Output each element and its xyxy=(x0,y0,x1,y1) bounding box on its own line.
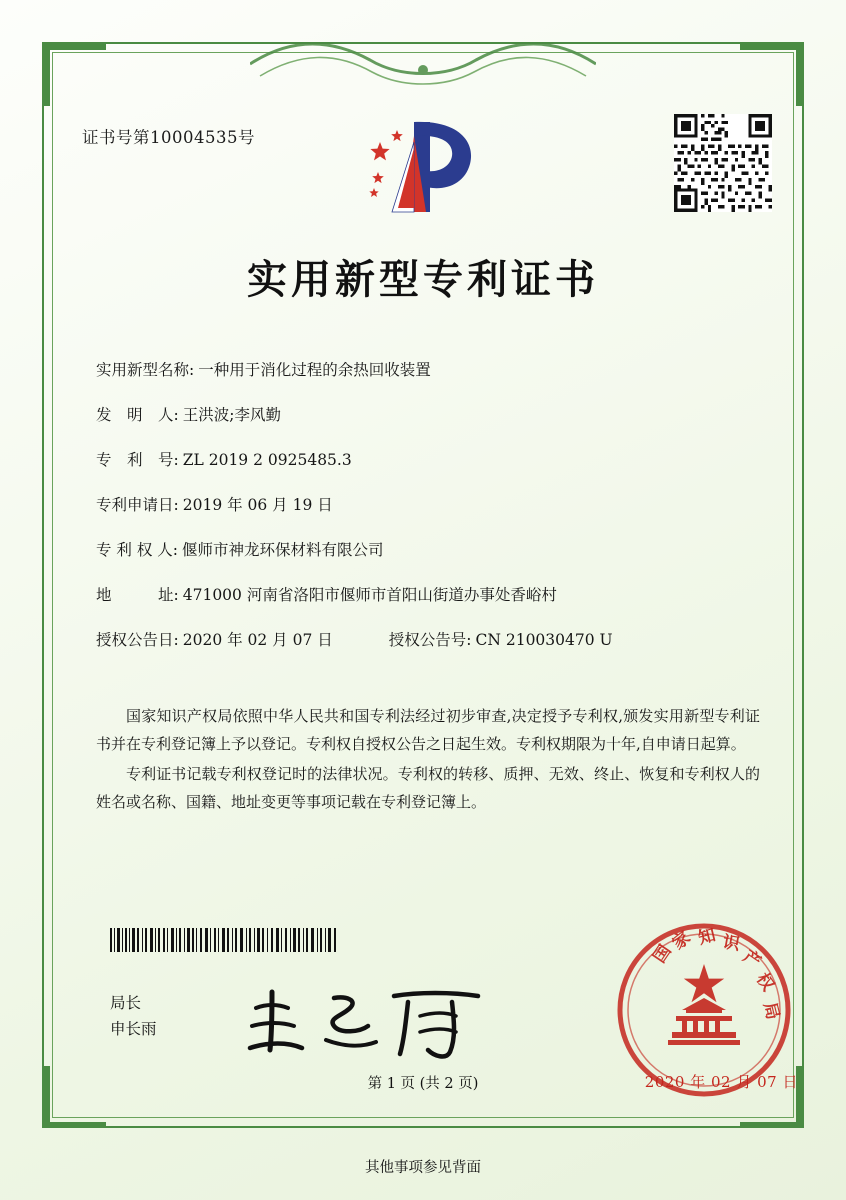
handwritten-signature-icon xyxy=(242,982,502,1062)
svg-text:家: 家 xyxy=(668,927,695,954)
field-label: 专 利 号: xyxy=(96,451,179,469)
field-row-grant xyxy=(96,628,756,650)
director-name: 申长雨 xyxy=(110,1020,157,1038)
page-title: 实用新型专利证书 xyxy=(247,256,599,303)
field-row xyxy=(96,583,756,605)
svg-text:知: 知 xyxy=(696,925,718,949)
field-row xyxy=(96,403,756,425)
field-label: 发 明 人: xyxy=(96,406,179,424)
grant-number-label: 授权公告号: xyxy=(388,631,472,649)
field-row xyxy=(96,358,756,380)
grant-date-value: 2020 年 02 月 07 日 xyxy=(182,631,333,649)
field-row xyxy=(96,538,756,560)
grant-number-value: CN 210030470 U xyxy=(475,631,613,649)
legal-text xyxy=(96,702,760,818)
field-value: 一种用于消化过程的余热回收装置 xyxy=(198,361,431,379)
field-label: 实用新型名称: xyxy=(96,361,195,379)
field-label: 地 址: xyxy=(96,586,179,604)
svg-text:产: 产 xyxy=(739,946,765,973)
field-value: 471000 河南省洛阳市偃师市首阳山街道办事处香峪村 xyxy=(182,586,557,604)
seal-date: 2020 年 02 月 07 日 xyxy=(644,1073,798,1091)
field-value: 2019 年 06 月 19 日 xyxy=(182,496,333,514)
legal-paragraph-1: 国家知识产权局依照中华人民共和国专利法经过初步审查,决定授予专利权,颁发实用新型专利证书并在专利登记簿上予以登记。专利权自授权公告之日起生效。专利权期限为十年,自申请日起算。 xyxy=(96,707,760,753)
svg-text:国: 国 xyxy=(649,941,676,967)
field-label: 专 利 权 人: xyxy=(96,541,179,559)
field-value: 王洪波;李风勤 xyxy=(182,406,281,424)
svg-text:局: 局 xyxy=(759,1000,783,1022)
director-block xyxy=(110,990,157,1042)
cnipa-emblem-icon xyxy=(352,112,492,222)
svg-text:识: 识 xyxy=(721,932,742,955)
fields-list xyxy=(96,358,756,673)
legal-paragraph-2: 专利证书记载专利权登记时的法律状况。专利权的转移、质押、无效、终止、恢复和专利权人的姓名或名称、国籍、地址变更等事项记载在专利登记簿上。 xyxy=(96,765,760,811)
field-value: ZL 2019 2 0925485.3 xyxy=(182,451,352,469)
svg-text:权: 权 xyxy=(751,969,778,995)
director-label: 局长 xyxy=(110,994,142,1012)
field-label: 专利申请日: xyxy=(96,496,179,514)
certificate-number: 证书号第10004535号 xyxy=(82,128,255,147)
footer-note: 其他事项参见背面 xyxy=(365,1160,481,1176)
qr-code-icon xyxy=(674,114,772,212)
field-row xyxy=(96,493,756,515)
barcode-icon xyxy=(110,928,338,952)
page-number: 第 1 页 (共 2 页) xyxy=(367,1076,479,1092)
grant-date-label: 授权公告日: xyxy=(96,631,179,649)
field-row xyxy=(96,448,756,470)
field-value: 偃师市神龙环保材料有限公司 xyxy=(182,541,384,559)
